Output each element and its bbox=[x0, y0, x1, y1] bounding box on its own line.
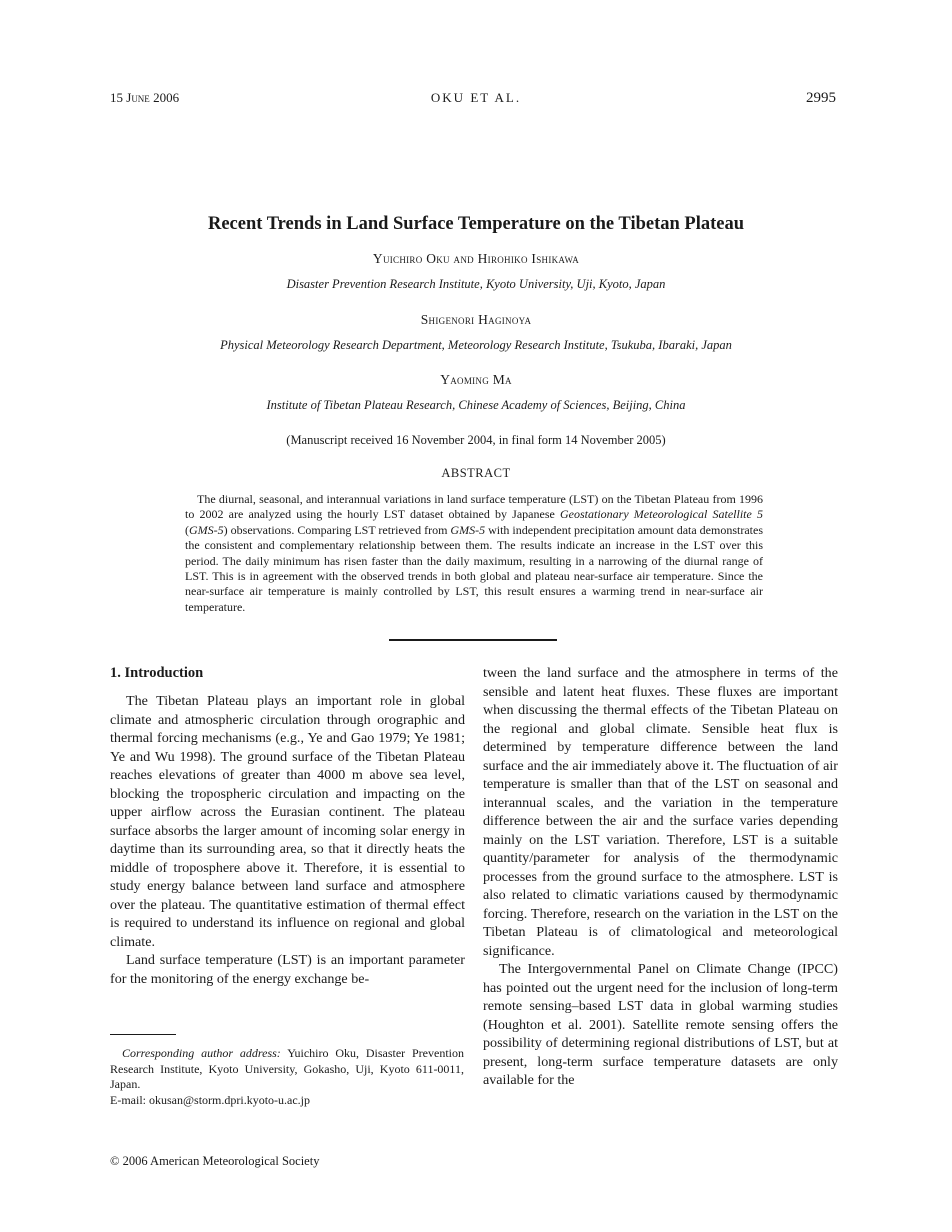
paragraph: tween the land surface and the atmosphere in terms of the sensible and latent heat fluxes. These fluxes are important when discussing the thermal effects of the Tibetan Plateau on the regional and global climate. Sensible heat flux is determined by temperature difference between the land surface and the air immediately above it. The fluctuation of air temperature is smaller than that of the LST on seasonal and interannual scales, and the variation in the temperature difference between the air and the surface varies depending mainly on the LST variation. Therefore, LST is a suitable quantity/parameter for analysis of the thermodynamic processes from the ground surface to the atmosphere. LST is also related to climatic variations caused by thermodynamic forcing. Therefore, research on the variation in the LST on the Tibetan Plateau is of climatological and meteorological significance. bbox=[483, 665, 838, 959]
paper-title: Recent Trends in Land Surface Temperature on the Tibetan Plateau bbox=[207, 214, 745, 234]
footnote-email[interactable]: E-mail: okusan@storm.dpri.kyoto-u.ac.jp bbox=[110, 1092, 311, 1107]
section-heading: 1. Introduction bbox=[110, 665, 204, 681]
page-number: 2995 bbox=[806, 90, 836, 106]
abstract-divider bbox=[389, 639, 557, 641]
manuscript-note: (Manuscript received 16 November 2004, in final form 14 November 2005) bbox=[286, 433, 666, 447]
footnote-divider bbox=[110, 1034, 176, 1035]
author-affiliation-1: Disaster Prevention Research Institute, Kyoto University, Uji, Kyoto, Japan bbox=[286, 277, 666, 291]
author-names-3: Yaoming Ma bbox=[440, 372, 512, 387]
paragraph: Land surface temperature (LST) is an important parameter for the monitoring of the energy exchange be- bbox=[110, 952, 465, 987]
footnote: Corresponding author address: Yuichiro Oku, Disaster Prevention Research Institute, Kyoto University, Gokasho, Uji, Kyoto 611-0011, Japan. E-mail: okusan@storm.dpri.kyoto-u.ac.jp bbox=[110, 1046, 464, 1107]
running-header-date: 15 June 2006 bbox=[110, 90, 180, 105]
abstract-heading: ABSTRACT bbox=[441, 466, 511, 480]
copyright-notice: © 2006 American Meteorological Society bbox=[110, 1154, 320, 1168]
paragraph: The Intergovernmental Panel on Climate Change (IPCC) has pointed out the urgent need for the inclusion of long-term remote sensing–based LST data in global warming studies (Houghton et al. 2001). Satellite remote sensing offers the possibility of determining regional distributions of LST, but at present, long-term surface temperature datasets are only available for the bbox=[483, 961, 838, 1088]
author-affiliation-3: Institute of Tibetan Plateau Research, Chinese Academy of Sciences, Beijing, China bbox=[266, 398, 686, 412]
author-names-1: Yuichiro Oku and Hirohiko Ishikawa bbox=[372, 251, 580, 266]
running-title: OKU ET AL. bbox=[430, 90, 522, 105]
footnote-label: Corresponding author address: bbox=[122, 1046, 281, 1060]
author-names-2: Shigenori Haginoya bbox=[420, 312, 532, 327]
author-affiliation-2: Physical Meteorology Research Department, Meteorology Research Institute, Tsukuba, Ibaraki, Japan bbox=[220, 338, 732, 352]
abstract-body: The diurnal, seasonal, and interannual variations in land surface temperature (LST) on the Tibetan Plateau from 1996 to 2002 are analyzed using the hourly LST dataset obtained by Japanese Geostationary Meteorological Satellite 5 (GMS-5) observations. Comparing LST retrieved from GMS-5 with independent precipitation amount data demonstrates the consistent and complementary relationship between them. The results indicate an increase in the LST over this period. The daily minimum has risen faster than the daily maximum, resulting in a narrowing of the diurnal range of LST. This is in agreement with the observed trends in both global and plateau near-surface air temperature. Since the near-surface air temperature is mainly controlled by LST, this result ensures a warming trend in near-surface air temperature. bbox=[185, 492, 763, 614]
paragraph: The Tibetan Plateau plays an important role in global climate and atmospheric circulation through orographic and thermal forcing mechanisms (e.g., Ye and Gao 1979; Ye 1981; Ye and Wu 1998). The ground surface of the Tibetan Plateau reaches elevations of greater than 4000 m above sea level, blocking the tropospheric circulation and impacting on the upper airflow across the Eurasian continent. The plateau surface absorbs the larger amount of incoming solar energy in daytime than its surrounding area, so that it directly heats the middle of troposphere above it. Therefore, it is essential to study energy balance between land surface and atmosphere over the plateau. The quantitative estimation of thermal effect is required to understand its influence on regional and global climate. bbox=[110, 693, 465, 950]
body-column-right bbox=[483, 664, 838, 1090]
body-column-left bbox=[110, 692, 465, 988]
